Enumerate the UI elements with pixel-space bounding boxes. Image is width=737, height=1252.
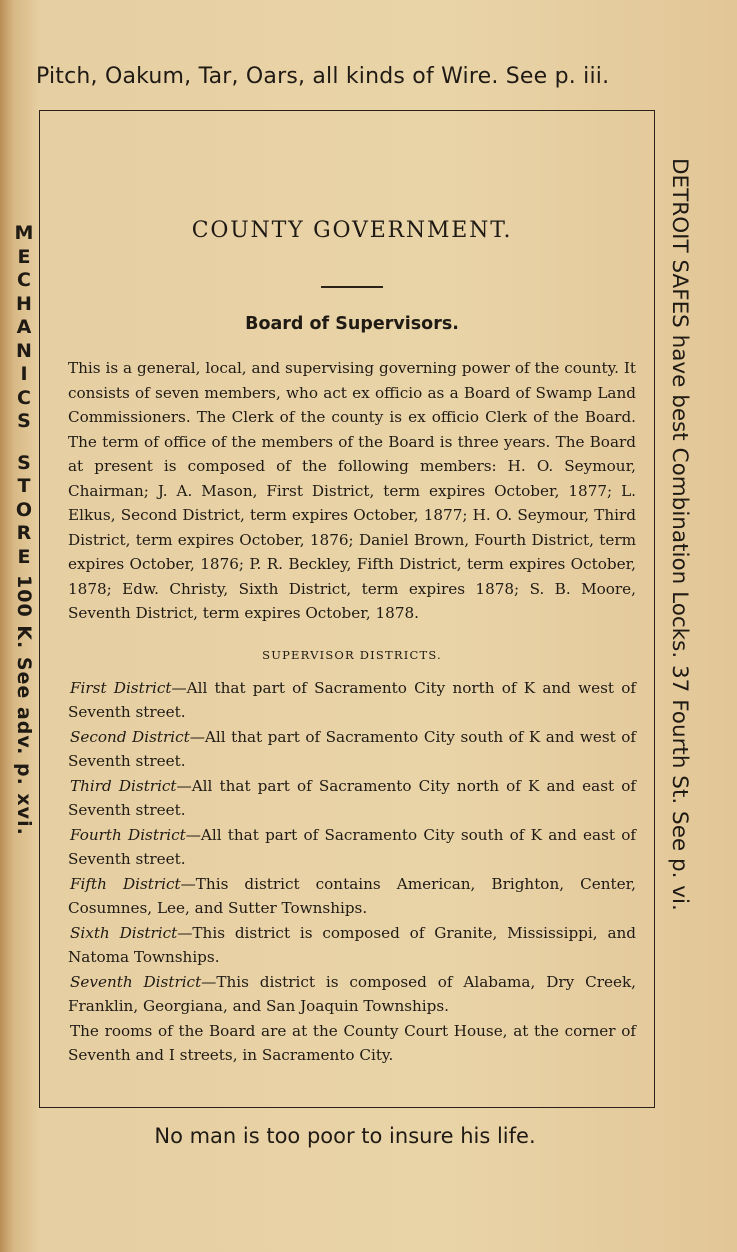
footer-advertisement: No man is too poor to insure his life. (154, 1124, 536, 1148)
left-ad-letter: S (17, 451, 31, 474)
district-name: Second District (70, 727, 190, 746)
page-content (68, 218, 636, 1068)
page-title: COUNTY GOVERNMENT. (191, 218, 513, 243)
district-entry (68, 970, 636, 1019)
district-text: —All that part of Sacramento City north of K and west of Seventh street. (68, 678, 636, 721)
section-subtitle: Board of Supervisors. (245, 314, 459, 334)
district-text: —All that part of Sacramento City south of K and east of Seventh street. (68, 825, 636, 868)
district-name: First District (70, 678, 172, 697)
district-entry (68, 921, 636, 970)
district-entry (68, 725, 636, 774)
right-margin-advertisement: DETROIT SAFES have best Combination Locks. 37 Fourth St. See p. vi. (667, 158, 692, 911)
district-entry (68, 872, 636, 921)
district-text: —This district is composed of Alabama, Dry Creek, Franklin, Georgiana, and San Joaquin Townships. (68, 972, 636, 1015)
districts-heading: SUPERVISOR DISTRICTS. (262, 647, 442, 662)
district-name: Seventh District (70, 972, 202, 991)
left-ad-letter: E (17, 245, 31, 268)
left-ad-letter: A (16, 316, 32, 338)
left-ad-letter: E (17, 545, 31, 568)
left-ad-letter: C (17, 386, 31, 409)
district-text: —All that part of Sacramento City north of K and east of Seventh street. (68, 776, 636, 819)
header-advertisement: Pitch, Oakum, Tar, Oars, all kinds of Wire. See p. iii. (36, 64, 610, 89)
left-ad-letter: C (17, 269, 31, 291)
left-ad-letter: O (15, 498, 33, 521)
left-ad-letter: N (16, 339, 32, 362)
district-name: Sixth District (70, 923, 178, 942)
district-name: Fourth District (70, 825, 186, 844)
intro-paragraph: This is a general, local, and supervising governing power of the county. It consists of seven members, who act ex officio as a Board of Swamp Land Commissioners. The Clerk of the county is ex officio Clerk of the Board. The term of office of the members of the Board is three years. The Board at present is composed of the following members: H. O. Seymour, Chairman; J. A. Mason, First District, term expires October, 1877; L. Elkus, Second District, term expires October, 1877; H. O. Seymour, Third District, term expires October, 1876; Daniel Brown, Fourth District, term expires October, 1876; P. R. Beckley, Fifth District, term expires October, 1878; Edw. Christy, Sixth District, term expires 1878; S. B. Moore, Seventh District, term expires October, 1878. (68, 359, 636, 622)
left-ad-letter: H (16, 292, 32, 315)
closing-paragraph: The rooms of the Board are at the County Court House, at the corner of Seventh and I streets, in Sacramento City. (68, 1021, 636, 1064)
district-entry (68, 676, 636, 725)
district-name: Fifth District (70, 874, 181, 893)
left-ad-letter: I (20, 363, 28, 385)
left-ad-letter: R (16, 522, 32, 544)
district-text: —This district contains American, Brighton, Center, Cosumnes, Lee, and Sutter Townships. (68, 874, 636, 917)
district-text: —All that part of Sacramento City south of K and west of Seventh street. (68, 727, 637, 770)
district-text: —This district is composed of Granite, Mississippi, and Natoma Townships. (68, 923, 636, 966)
left-margin-advertisement (14, 222, 34, 1022)
district-name: Third District (70, 776, 177, 795)
left-ad-letter: M (14, 222, 34, 244)
district-entry (68, 823, 636, 872)
left-ad-letter: T (17, 475, 31, 497)
left-ad-rotated-text: 100 K. See adv. p. xvi. (13, 575, 35, 836)
district-entry (68, 774, 636, 823)
title-rule (321, 286, 383, 288)
left-ad-letter: S (17, 410, 31, 432)
